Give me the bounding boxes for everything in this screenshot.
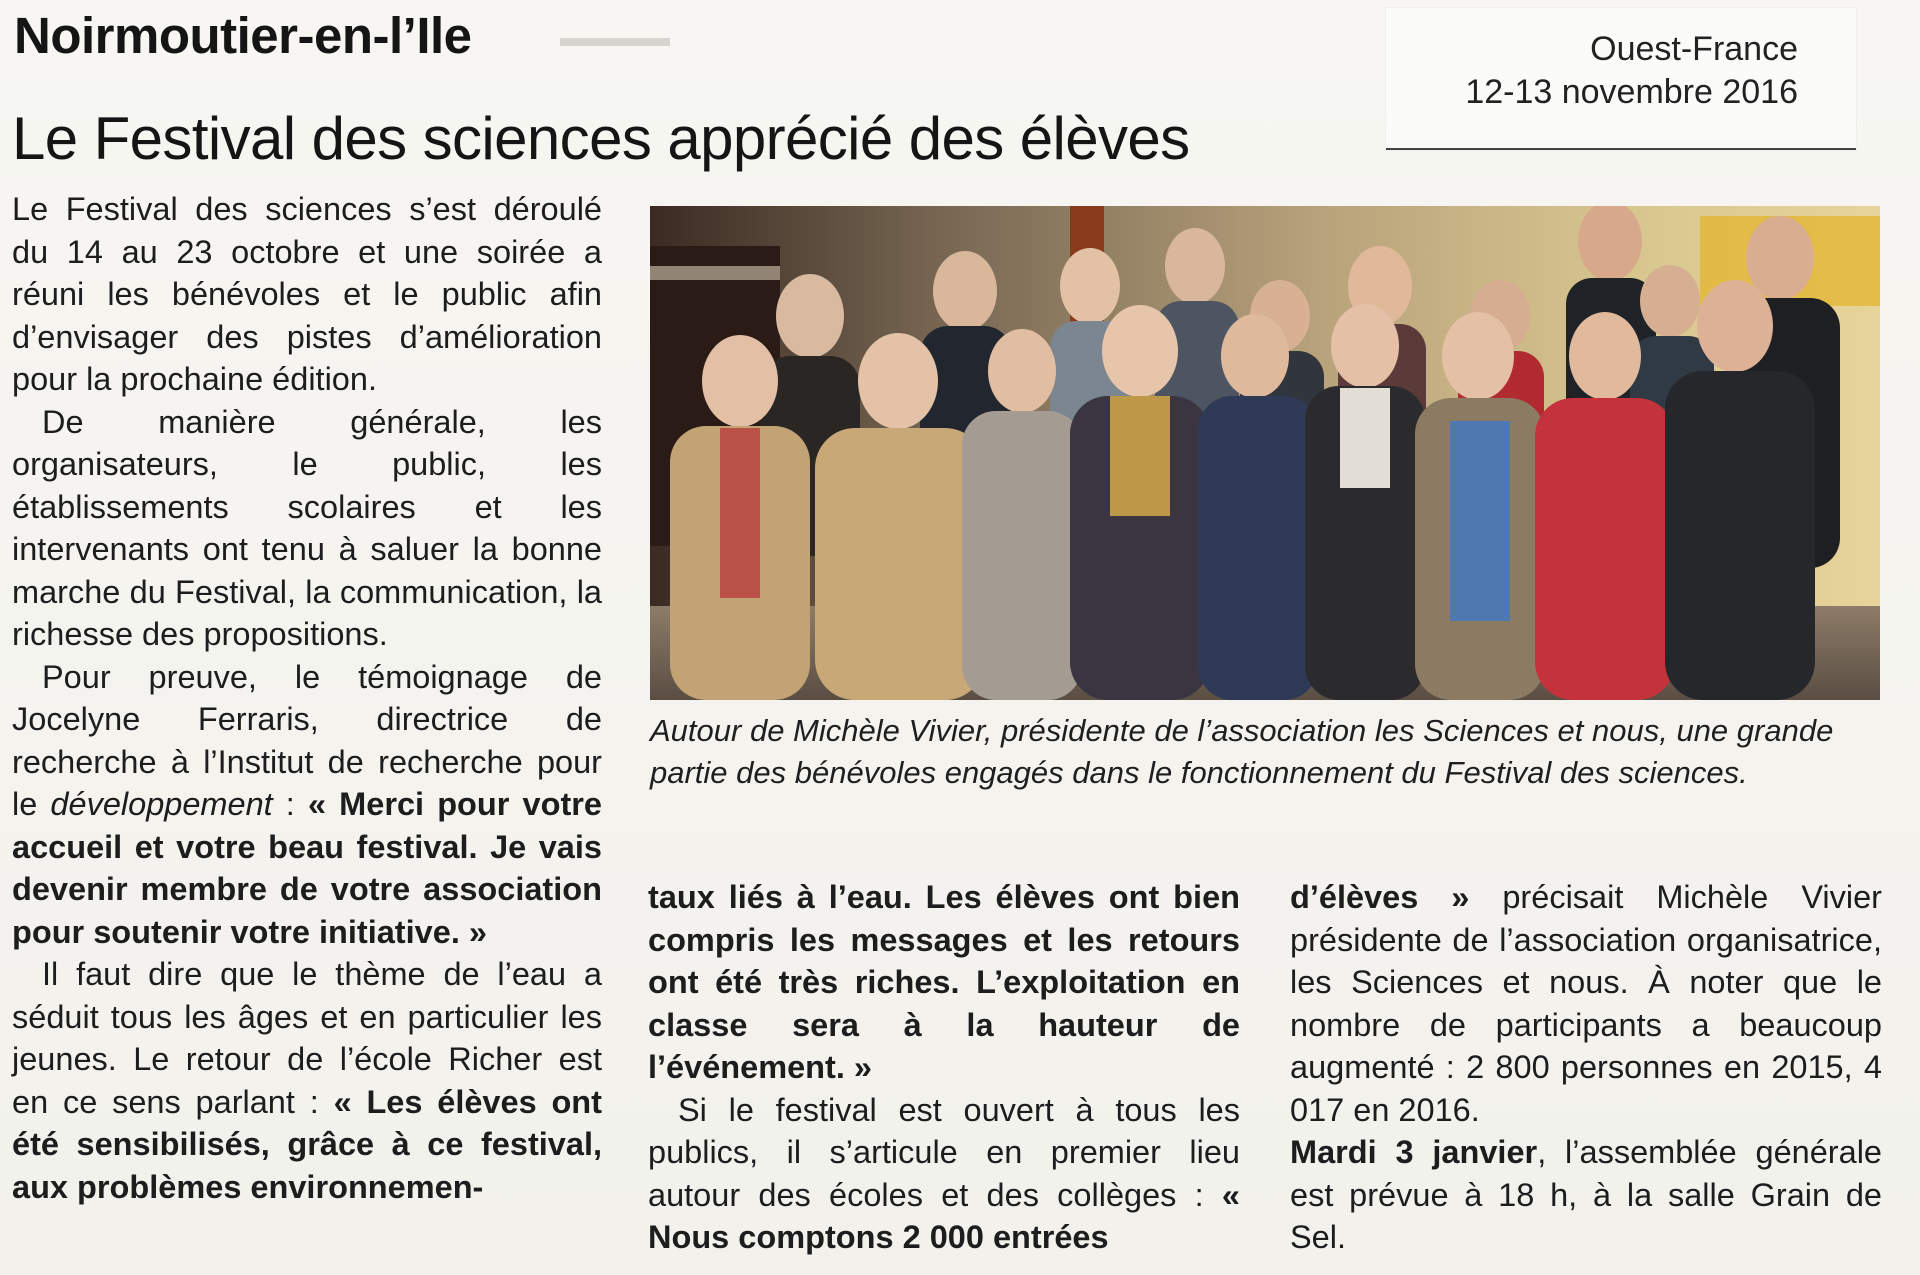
audience-intro: Si le festival est ouvert à tous les publics, il s’articule en premier lieu autour des écoles et des collèges : bbox=[648, 1091, 1240, 1213]
source-date: 12-13 novembre 2016 bbox=[1465, 73, 1798, 111]
paragraph-participants bbox=[1290, 876, 1882, 1131]
paragraph-audience bbox=[648, 1089, 1240, 1259]
paragraph-school-quote-continued bbox=[648, 876, 1240, 1089]
participants-text: précisait Michèle Vivier présidente de l’association organisatrice, les Sciences et nous. À noter que le nombre de participants a beaucoup augmenté : 2 800 personnes en 2015, 4 017 en 2016. bbox=[1290, 879, 1883, 1128]
article-column-1 bbox=[12, 188, 602, 1208]
group-photo-illustration bbox=[650, 206, 1880, 700]
source-label bbox=[1386, 8, 1856, 150]
bleed-through-smudge bbox=[560, 30, 680, 56]
paragraph-intro: Le Festival des sciences s’est déroulé du 14 au 23 octobre et une soirée a réuni les bénévoles et le public afin d’envisager des pistes d’amélioration pour la prochaine édition. bbox=[12, 191, 602, 397]
theme-quote: « Les élèves ont été sensibilisés, grâce à ce festival, aux problèmes environnemen- bbox=[12, 1083, 602, 1205]
paragraph-overview: De manière générale, les organisateurs, le public, les établissements scolaires et les intervenants ont tenu à saluer la bonne marche du Festival, la communication, la richesse des propositions. bbox=[12, 403, 602, 652]
testimony-intro: Pour preuve, le témoignage de Jocelyne Ferraris, directrice de recherche à l’Institut de recherche pour le bbox=[12, 658, 602, 822]
article-column-2 bbox=[648, 876, 1240, 1259]
paragraph-testimony bbox=[12, 656, 602, 954]
participants-quote-end: d’élèves » bbox=[1290, 879, 1470, 915]
meeting-date: Mardi 3 janvier bbox=[1290, 1134, 1538, 1170]
testimony-colon: : bbox=[272, 786, 308, 822]
audience-quote: « Nous comptons 2 000 entrées bbox=[648, 1176, 1240, 1255]
bleed-through bbox=[560, 30, 680, 69]
article-headline: Le Festival des sciences apprécié des élèves bbox=[12, 105, 1190, 172]
testimony-italic: développement bbox=[50, 786, 273, 822]
testimony-quote: « Merci pour votre accueil et votre beau festival. Je vais devenir membre de votre association pour soutenir votre initiative. » bbox=[12, 786, 602, 950]
article-column-3 bbox=[1290, 876, 1882, 1259]
paragraph-next-meeting bbox=[1290, 1131, 1882, 1259]
photo-caption: Autour de Michèle Vivier, présidente de l’association les Sciences et nous, une grande partie des bénévoles engagés dans le fonctionnement du Festival des sciences. bbox=[650, 713, 1834, 790]
theme-intro: Il faut dire que le thème de l’eau a séduit tous les âges et en particulier les jeunes. Le retour de l’école Richer est en ce sens parlant : bbox=[12, 956, 602, 1120]
school-quote-continued: taux liés à l’eau. Les élèves ont bien compris les messages et les retours ont été très riches. L’exploitation en classe sera à la hauteur de l’événement. » bbox=[648, 879, 1240, 1085]
meeting-details: , l’assemblée générale est prévue à 18 h, à la salle Grain de Sel. bbox=[1290, 1134, 1882, 1255]
paragraph-theme bbox=[12, 953, 602, 1208]
source-publication: Ouest-France bbox=[1590, 30, 1798, 68]
group-photo bbox=[650, 206, 1880, 700]
section-heading: Noirmoutier-en-l’Ile bbox=[14, 7, 472, 64]
